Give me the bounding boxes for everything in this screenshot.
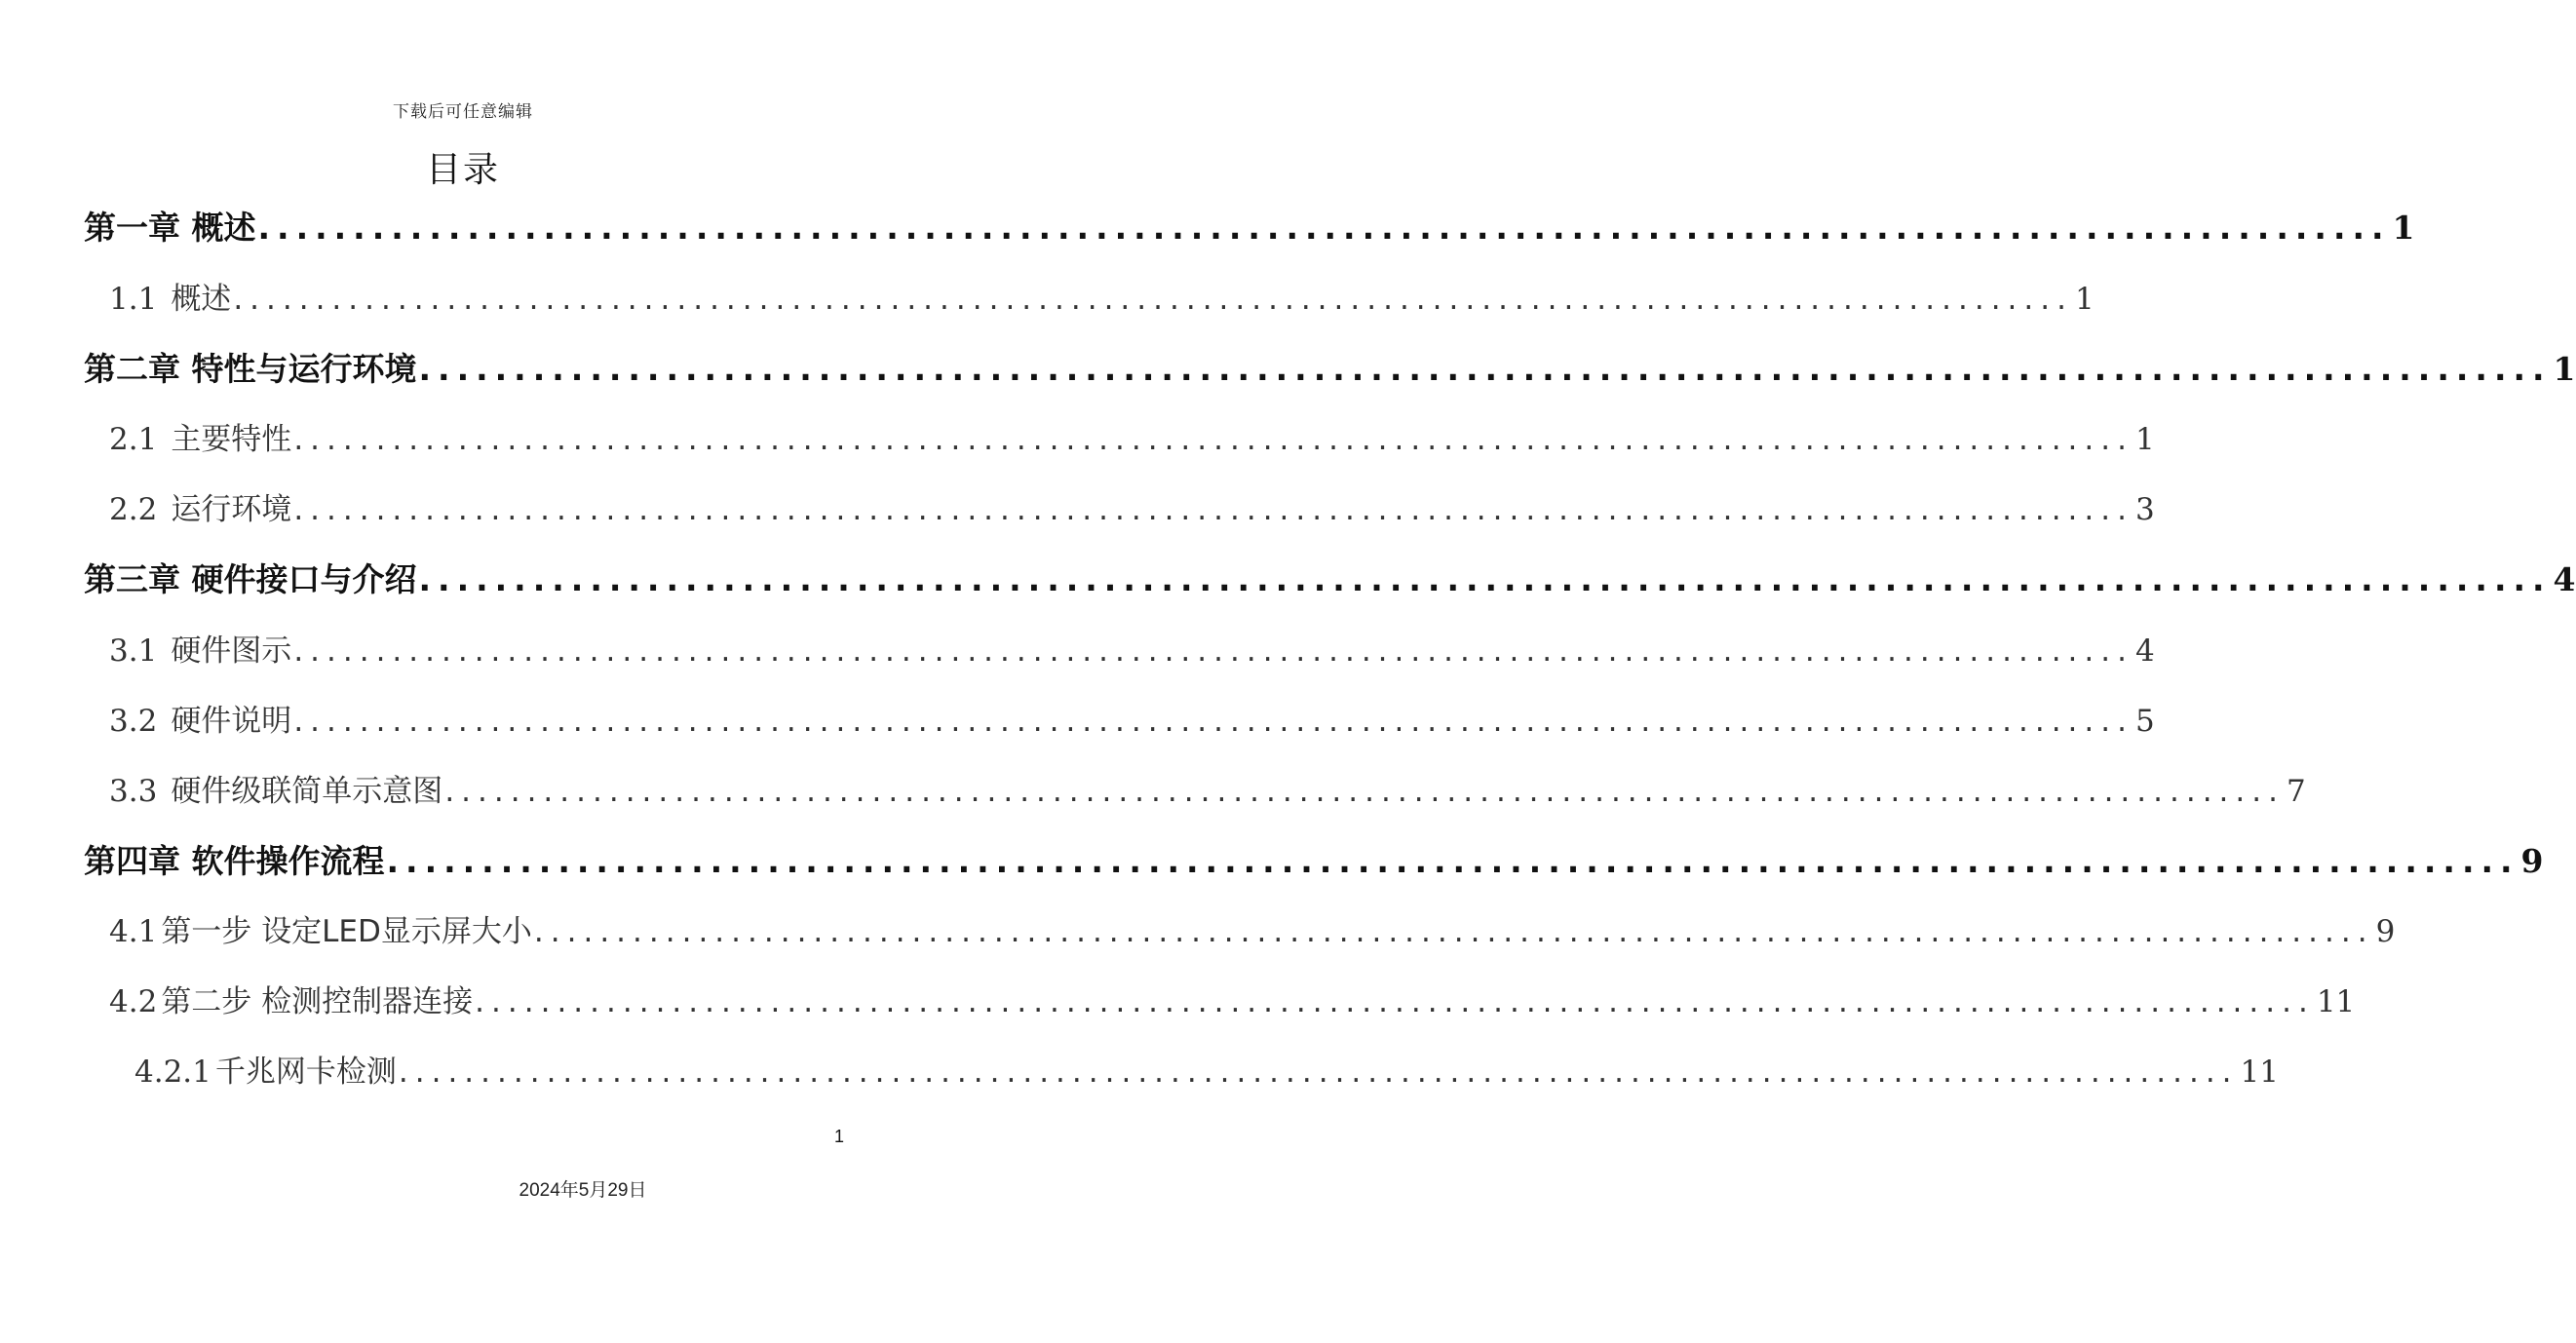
section-title: 硬件级联简单示意图	[171, 774, 443, 809]
toc-page-number: 9	[2520, 842, 2544, 880]
toc-entry-text	[109, 414, 291, 458]
section-number: 1.1	[109, 282, 158, 317]
section-title: 第二步 检测控制器连接	[161, 984, 474, 1019]
toc-entry-text	[109, 696, 291, 740]
section-title: 概述	[171, 282, 232, 317]
toc-entry-chapter-2[interactable]	[84, 344, 2576, 390]
toc-page-number: 5	[2134, 704, 2155, 739]
section-number: 3.3	[109, 774, 158, 809]
toc-page-number: 4	[2134, 633, 2155, 669]
toc-page-number: 9	[2375, 914, 2396, 949]
section-title: 硬件说明	[171, 704, 292, 739]
section-number: 3.1	[109, 633, 158, 669]
dot-leader: ................................................................................................................	[293, 704, 2134, 739]
toc-entry-section-3-3[interactable]	[109, 766, 2306, 810]
toc-entry-text: 第二章 特性与运行环境	[84, 350, 417, 388]
toc-page-number: 4	[2553, 560, 2576, 598]
toc-entry-section-2-1[interactable]	[109, 414, 2155, 458]
dot-leader: ................................................................................................................	[293, 492, 2134, 527]
dot-leader: ................................................................................................................	[444, 774, 2285, 809]
toc-entry-text: 第三章 硬件接口与介绍	[84, 560, 417, 598]
toc-entry-text	[135, 1047, 397, 1091]
toc-entry-text	[109, 977, 473, 1020]
section-title: 硬件图示	[171, 633, 292, 669]
dot-leader: ................................................................................................................	[293, 633, 2134, 669]
toc-entry-section-3-2[interactable]	[109, 696, 2155, 740]
toc-title: 目录	[425, 150, 500, 190]
header-note: 下载后可任意编辑	[393, 102, 533, 122]
toc-page-number: 11	[2240, 1055, 2279, 1090]
toc-entry-section-4-1[interactable]	[109, 906, 2396, 950]
toc-entry-section-4-2[interactable]	[109, 977, 2356, 1020]
dot-leader: ................................................................................................................	[233, 282, 2073, 317]
toc-page-number: 1	[2074, 282, 2095, 317]
section-number: 4.2	[109, 984, 158, 1019]
dot-leader: ................................................................................................................	[533, 914, 2374, 949]
section-number: 2.1	[109, 422, 158, 457]
section-number: 3.2	[109, 704, 158, 739]
toc-entry-text	[109, 766, 442, 810]
toc-entry-text	[109, 484, 291, 528]
section-number: 4.2.1	[135, 1055, 211, 1090]
dot-leader: ................................................................................................................	[418, 560, 2552, 598]
toc-entry-text	[109, 626, 291, 670]
toc-entry-chapter-3[interactable]	[84, 555, 2576, 600]
section-title: 运行环境	[171, 492, 292, 527]
toc-entry-text	[109, 906, 532, 950]
dot-leader: ................................................................................................................	[293, 422, 2134, 457]
toc-entry-text	[109, 274, 231, 318]
toc-page-number: 11	[2316, 984, 2356, 1019]
dot-leader: ................................................................................................................	[386, 842, 2519, 880]
section-title: 千兆网卡检测	[214, 1055, 397, 1090]
section-number: 4.1	[109, 914, 158, 949]
toc-entry-subsection-4-2-1[interactable]	[135, 1047, 2279, 1091]
dot-leader: ................................................................................................................	[418, 350, 2552, 388]
toc-entry-section-2-2[interactable]	[109, 484, 2155, 528]
dot-leader: ................................................................................................................	[257, 209, 2391, 247]
toc-entry-text: 第一章 概述	[84, 209, 256, 247]
section-number: 2.2	[109, 492, 158, 527]
toc-entry-chapter-4[interactable]	[84, 836, 2544, 882]
section-title: 第一步 设定LED显示屏大小	[161, 914, 532, 949]
toc-page-number: 1	[2134, 422, 2155, 457]
toc-entry-text: 第四章 软件操作流程	[84, 842, 385, 880]
footer-date: 2024年5月29日	[519, 1180, 647, 1201]
section-title: 主要特性	[171, 422, 292, 457]
toc-page-number: 3	[2134, 492, 2155, 527]
dot-leader: ................................................................................................................	[475, 984, 2315, 1019]
toc-entry-section-1-1[interactable]	[109, 274, 2095, 318]
toc-entry-section-3-1[interactable]	[109, 626, 2155, 670]
toc-page-number: 1	[2392, 209, 2415, 247]
toc-page-number: 1	[2553, 350, 2576, 388]
toc-page-number: 7	[2286, 774, 2306, 809]
dot-leader: ................................................................................................................	[398, 1055, 2239, 1090]
footer-page-number: 1	[833, 1127, 844, 1146]
toc-entry-chapter-1[interactable]	[84, 203, 2415, 249]
